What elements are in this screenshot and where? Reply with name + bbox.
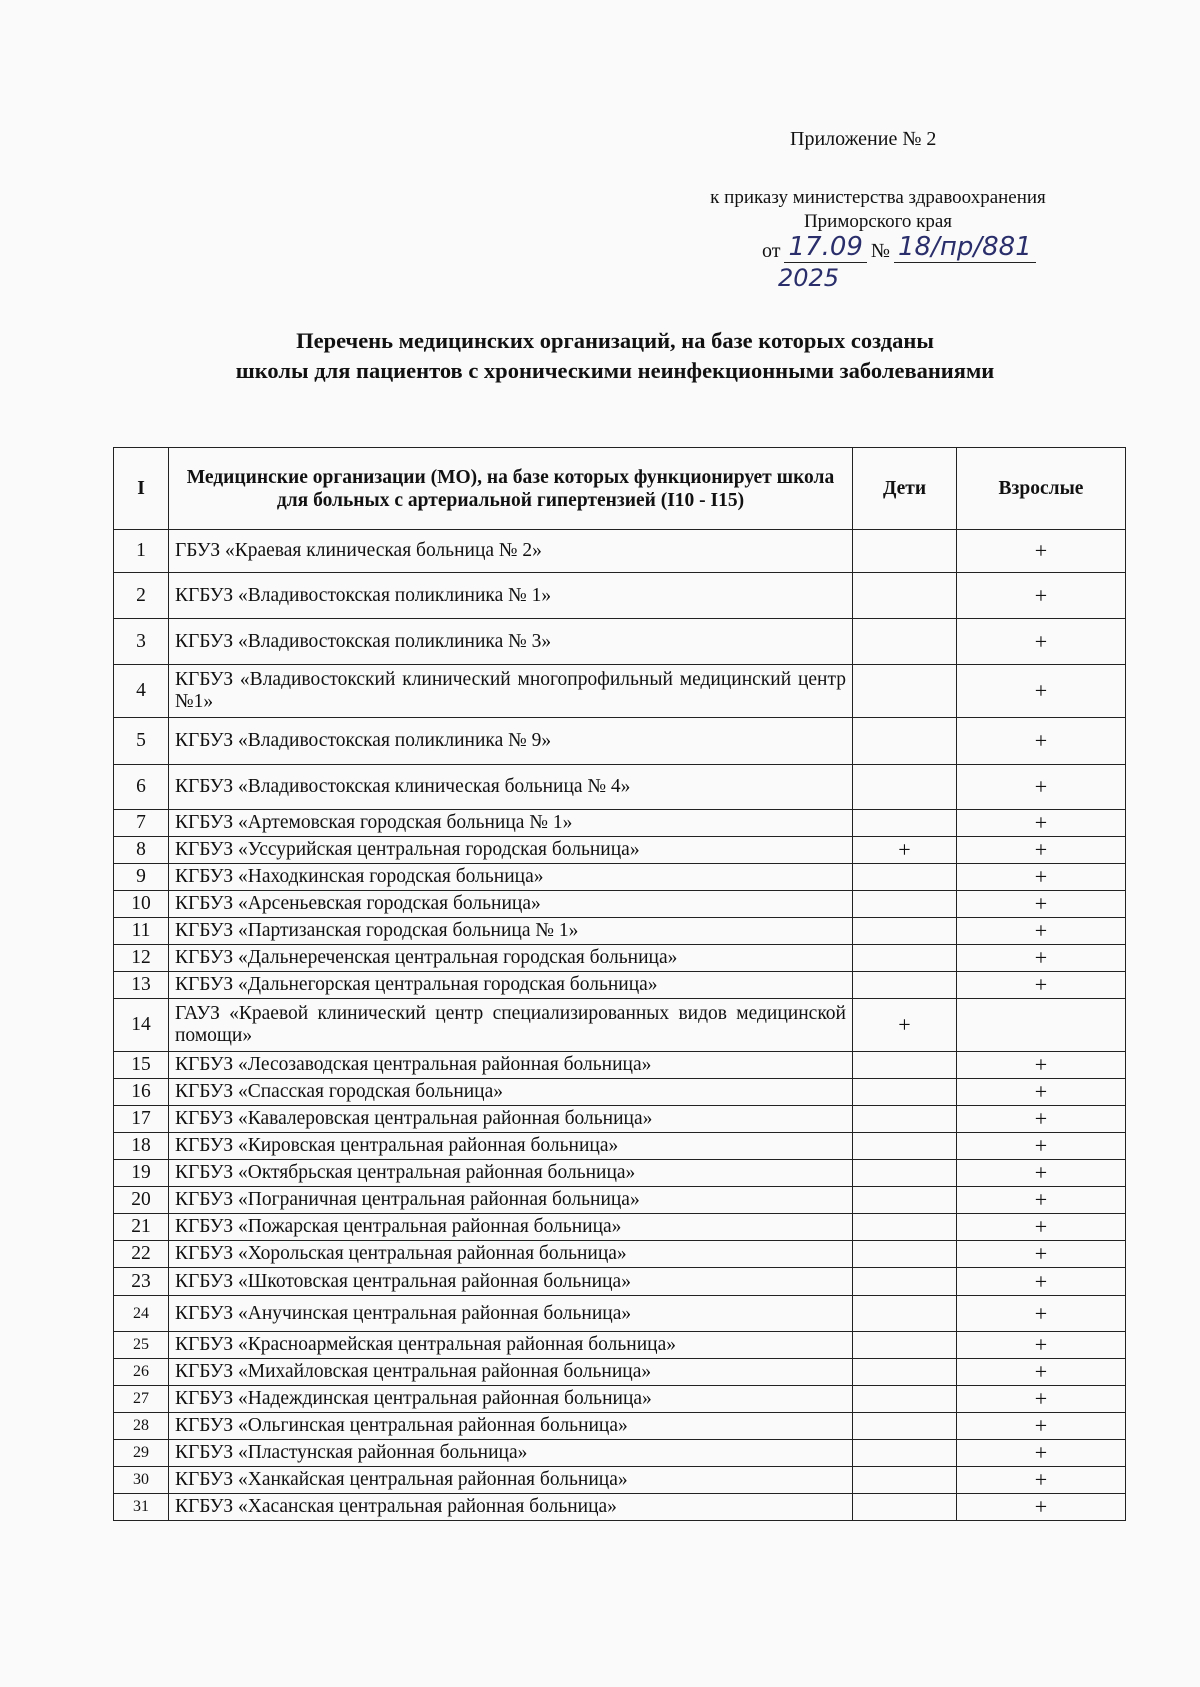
organization-name xyxy=(169,1133,853,1160)
row-number: 2 xyxy=(114,573,169,619)
row-number: 18 xyxy=(114,1133,169,1160)
row-number: 21 xyxy=(114,1214,169,1241)
organization-name xyxy=(169,1079,853,1106)
kids-mark xyxy=(853,1106,957,1133)
order-ref-line: Приморского края xyxy=(803,211,953,232)
organization-name xyxy=(169,765,853,810)
document-title xyxy=(150,326,1080,386)
adults-mark: + xyxy=(957,837,1126,864)
organization-name-text: КГБУЗ «Надеждинская центральная районная больница» xyxy=(175,1388,652,1409)
organization-name-text: КГБУЗ «Кировская центральная районная больница» xyxy=(175,1135,619,1156)
organization-name xyxy=(169,1386,853,1413)
kids-mark xyxy=(853,972,957,999)
kids-mark xyxy=(853,1133,957,1160)
table-row xyxy=(114,1440,1126,1467)
organization-name-text: КГБУЗ «Шкотовская центральная районная больница» xyxy=(175,1270,631,1292)
organization-name xyxy=(169,573,853,619)
table-row xyxy=(114,945,1126,972)
table-row xyxy=(114,1187,1126,1214)
row-number: 15 xyxy=(114,1052,169,1079)
table-row xyxy=(114,999,1126,1052)
kids-mark xyxy=(853,1359,957,1386)
table-row xyxy=(114,1160,1126,1187)
table-row xyxy=(114,1133,1126,1160)
row-number: 31 xyxy=(114,1494,169,1521)
organization-name xyxy=(169,891,853,918)
table-body xyxy=(114,530,1126,1521)
organization-name xyxy=(169,1160,853,1187)
organization-name-text: КГБУЗ «Владивостокская поликлиника № 9» xyxy=(175,730,552,751)
row-number: 16 xyxy=(114,1079,169,1106)
organization-name-text: КГБУЗ «Михайловская центральная районная больница» xyxy=(175,1361,652,1382)
kids-mark xyxy=(853,1268,957,1296)
kids-mark xyxy=(853,1467,957,1494)
table-row xyxy=(114,1413,1126,1440)
order-date-number xyxy=(762,232,1036,263)
table-row xyxy=(114,718,1126,765)
table-row xyxy=(114,619,1126,665)
row-number: 28 xyxy=(114,1413,169,1440)
row-number: 3 xyxy=(114,619,169,665)
table-row xyxy=(114,573,1126,619)
organization-name xyxy=(169,1187,853,1214)
kids-mark xyxy=(853,665,957,718)
table-row xyxy=(114,1494,1126,1521)
row-number: 27 xyxy=(114,1386,169,1413)
organization-name xyxy=(169,1413,853,1440)
table-row xyxy=(114,1268,1126,1296)
kids-mark xyxy=(853,619,957,665)
adults-mark: + xyxy=(957,1241,1126,1268)
header-adults: Взрослые xyxy=(957,448,1126,530)
appendix-label: Приложение № 2 xyxy=(790,128,937,150)
row-number: 22 xyxy=(114,1241,169,1268)
kids-mark xyxy=(853,573,957,619)
organization-name-text: КГБУЗ «Лесозаводская центральная районная больница» xyxy=(175,1054,652,1075)
organization-name xyxy=(169,665,853,718)
row-number: 5 xyxy=(114,718,169,765)
row-number: 17 xyxy=(114,1106,169,1133)
kids-mark xyxy=(853,765,957,810)
organization-name xyxy=(169,530,853,573)
organization-name-text: КГБУЗ «Пластунская районная больница» xyxy=(175,1442,528,1463)
table-row xyxy=(114,1241,1126,1268)
organization-name xyxy=(169,1494,853,1521)
organization-name xyxy=(169,999,853,1052)
organization-name xyxy=(169,1268,853,1296)
table-header-row xyxy=(114,448,1126,530)
table-row xyxy=(114,1359,1126,1386)
organization-name xyxy=(169,718,853,765)
row-number: 8 xyxy=(114,837,169,864)
adults-mark: + xyxy=(957,1160,1126,1187)
organization-name-text: ГАУЗ «Краевой клинический центр специализированных видов медицинской помощи» xyxy=(175,1003,846,1046)
row-number: 9 xyxy=(114,864,169,891)
organization-name xyxy=(169,945,853,972)
organization-name-text: КГБУЗ «Находкинская городская больница» xyxy=(175,866,544,887)
table-row xyxy=(114,1386,1126,1413)
organization-name-text: КГБУЗ «Ханкайская центральная районная больница» xyxy=(175,1469,628,1490)
adults-mark: + xyxy=(957,1440,1126,1467)
adults-mark: + xyxy=(957,765,1126,810)
table-row xyxy=(114,918,1126,945)
row-number: 26 xyxy=(114,1359,169,1386)
adults-mark: + xyxy=(957,1133,1126,1160)
adults-mark: + xyxy=(957,1106,1126,1133)
kids-mark xyxy=(853,718,957,765)
organization-name-text: КГБУЗ «Пожарская центральная районная больница» xyxy=(175,1216,622,1237)
adults-mark: + xyxy=(957,1052,1126,1079)
organization-name-text: КГБУЗ «Красноармейская центральная районная больница» xyxy=(175,1334,676,1355)
row-number: 11 xyxy=(114,918,169,945)
organization-name xyxy=(169,1296,853,1332)
organization-name xyxy=(169,1359,853,1386)
adults-mark: + xyxy=(957,718,1126,765)
organization-name xyxy=(169,864,853,891)
adults-mark: + xyxy=(957,1386,1126,1413)
handwritten-year: 2025 xyxy=(778,264,840,292)
organization-name-text: КГБУЗ «Анучинская центральная районная больница» xyxy=(175,1302,632,1324)
table-row xyxy=(114,1214,1126,1241)
kids-mark xyxy=(853,530,957,573)
adults-mark: + xyxy=(957,972,1126,999)
header-name: Медицинские организации (МО), на базе которых функционирует школа для больных с артериальной гипертензией (I10 - I15) xyxy=(169,448,853,530)
organization-name xyxy=(169,1467,853,1494)
organization-name-text: КГБУЗ «Уссурийская центральная городская больница» xyxy=(175,839,640,860)
kids-mark xyxy=(853,1052,957,1079)
number-prefix: № xyxy=(870,240,891,262)
table-row xyxy=(114,1467,1126,1494)
adults-mark: + xyxy=(957,665,1126,718)
kids-mark xyxy=(853,1296,957,1332)
organization-name xyxy=(169,1241,853,1268)
adults-mark: + xyxy=(957,1413,1126,1440)
organization-name-text: КГБУЗ «Пограничная центральная районная больница» xyxy=(175,1189,640,1210)
adults-mark: + xyxy=(957,1079,1126,1106)
row-number: 4 xyxy=(114,665,169,718)
table-row xyxy=(114,1079,1126,1106)
table-row xyxy=(114,765,1126,810)
kids-mark xyxy=(853,864,957,891)
row-number: 23 xyxy=(114,1268,169,1296)
kids-mark xyxy=(853,918,957,945)
organization-name-text: КГБУЗ «Партизанская городская больница № 1» xyxy=(175,920,579,941)
adults-mark: + xyxy=(957,1494,1126,1521)
adults-mark: + xyxy=(957,1332,1126,1359)
kids-mark xyxy=(853,1079,957,1106)
adults-mark: + xyxy=(957,619,1126,665)
row-number: 24 xyxy=(114,1296,169,1332)
organization-name xyxy=(169,1214,853,1241)
kids-mark xyxy=(853,891,957,918)
kids-mark xyxy=(853,945,957,972)
organization-name xyxy=(169,1440,853,1467)
adults-mark: + xyxy=(957,810,1126,837)
row-number: 19 xyxy=(114,1160,169,1187)
row-number: 13 xyxy=(114,972,169,999)
kids-mark xyxy=(853,1413,957,1440)
organization-name-text: КГБУЗ «Артемовская городская больница № 1» xyxy=(175,812,573,833)
kids-mark xyxy=(853,810,957,837)
adults-mark: + xyxy=(957,918,1126,945)
organization-name-text: КГБУЗ «Владивостокская поликлиника № 1» xyxy=(175,584,552,606)
organization-name xyxy=(169,972,853,999)
row-number: 1 xyxy=(114,530,169,573)
kids-mark xyxy=(853,1214,957,1241)
organization-name-text: КГБУЗ «Хорольская центральная районная больница» xyxy=(175,1243,627,1264)
organization-name-text: КГБУЗ «Арсеньевская городская больница» xyxy=(175,893,541,914)
kids-mark xyxy=(853,1386,957,1413)
organization-name xyxy=(169,1332,853,1359)
header-kids: Дети xyxy=(853,448,957,530)
table-row xyxy=(114,1332,1126,1359)
kids-mark: + xyxy=(853,837,957,864)
organization-name xyxy=(169,810,853,837)
table-row xyxy=(114,972,1126,999)
adults-mark xyxy=(957,999,1126,1052)
row-number: 10 xyxy=(114,891,169,918)
row-number: 7 xyxy=(114,810,169,837)
organization-name xyxy=(169,918,853,945)
adults-mark: + xyxy=(957,530,1126,573)
table-row xyxy=(114,810,1126,837)
kids-mark xyxy=(853,1160,957,1187)
order-reference xyxy=(668,186,1088,234)
adults-mark: + xyxy=(957,573,1126,619)
kids-mark xyxy=(853,1494,957,1521)
kids-mark xyxy=(853,1332,957,1359)
adults-mark: + xyxy=(957,1214,1126,1241)
title-line: Перечень медицинских организаций, на базе которых созданы xyxy=(296,328,934,353)
organization-name-text: КГБУЗ «Спасская городская больница» xyxy=(175,1081,504,1102)
table-row xyxy=(114,864,1126,891)
row-number: 29 xyxy=(114,1440,169,1467)
table-row xyxy=(114,837,1126,864)
table-row xyxy=(114,1106,1126,1133)
organization-name-text: КГБУЗ «Кавалеровская центральная районная больница» xyxy=(175,1108,653,1129)
title-line: школы для пациентов с хроническими неинфекционными заболеваниями xyxy=(235,358,995,383)
adults-mark: + xyxy=(957,1268,1126,1296)
organizations-table xyxy=(113,447,1126,1521)
table-row xyxy=(114,530,1126,573)
kids-mark xyxy=(853,1187,957,1214)
table-row xyxy=(114,665,1126,718)
row-number: 14 xyxy=(114,999,169,1052)
row-number: 25 xyxy=(114,1332,169,1359)
header-num: I xyxy=(114,448,169,530)
row-number: 6 xyxy=(114,765,169,810)
table-row xyxy=(114,1296,1126,1332)
adults-mark: + xyxy=(957,891,1126,918)
order-ref-line: к приказу министерства здравоохранения xyxy=(710,187,1046,208)
organization-name-text: КГБУЗ «Дальнегорская центральная городская больница» xyxy=(175,974,658,995)
row-number: 12 xyxy=(114,945,169,972)
organization-name-text: КГБУЗ «Владивостокский клинический многопрофильный медицинский центр №1» xyxy=(175,669,846,712)
organization-name xyxy=(169,619,853,665)
adults-mark: + xyxy=(957,1467,1126,1494)
table-row xyxy=(114,891,1126,918)
organization-name-text: КГБУЗ «Владивостокская клиническая больница № 4» xyxy=(175,776,631,797)
organization-name-text: КГБУЗ «Ольгинская центральная районная больница» xyxy=(175,1415,628,1436)
date-prefix: от xyxy=(762,240,781,262)
organization-name xyxy=(169,1106,853,1133)
organization-name-text: КГБУЗ «Владивостокская поликлиника № 3» xyxy=(175,630,552,652)
adults-mark: + xyxy=(957,864,1126,891)
adults-mark: + xyxy=(957,945,1126,972)
kids-mark: + xyxy=(853,999,957,1052)
adults-mark: + xyxy=(957,1187,1126,1214)
row-number: 20 xyxy=(114,1187,169,1214)
organization-name xyxy=(169,1052,853,1079)
kids-mark xyxy=(853,1241,957,1268)
table-row xyxy=(114,1052,1126,1079)
kids-mark xyxy=(853,1440,957,1467)
organization-name-text: КГБУЗ «Хасанская центральная районная больница» xyxy=(175,1496,617,1517)
organization-name-text: КГБУЗ «Дальнереченская центральная городская больница» xyxy=(175,947,678,968)
handwritten-date: 17.09 xyxy=(784,232,866,263)
organization-name-text: ГБУЗ «Краевая клиническая больница № 2» xyxy=(175,540,542,561)
row-number: 30 xyxy=(114,1467,169,1494)
adults-mark: + xyxy=(957,1359,1126,1386)
adults-mark: + xyxy=(957,1296,1126,1332)
handwritten-number: 18/пр/881 xyxy=(894,232,1036,263)
organization-name xyxy=(169,837,853,864)
organization-name-text: КГБУЗ «Октябрьская центральная районная больница» xyxy=(175,1162,636,1183)
